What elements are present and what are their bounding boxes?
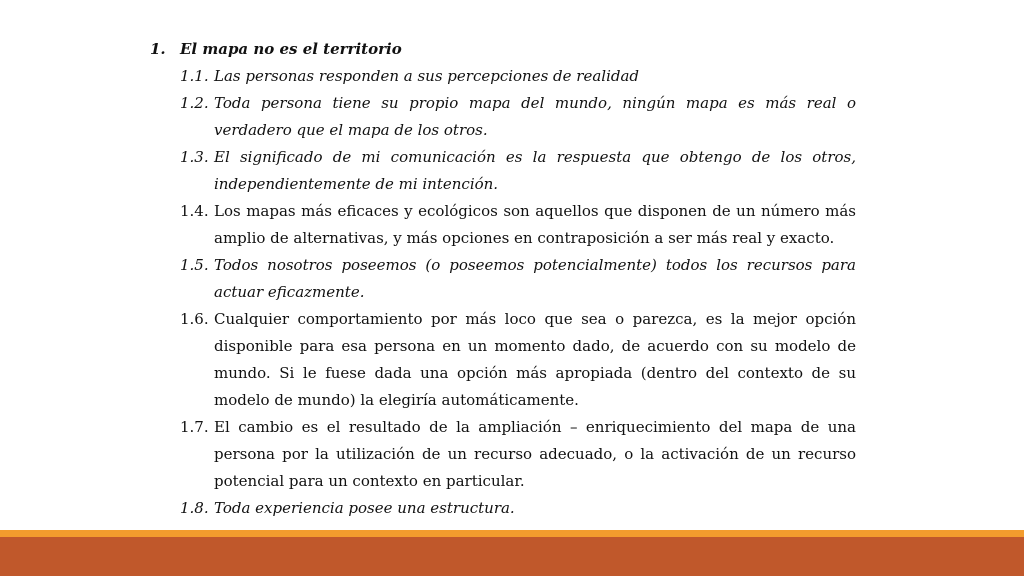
footer-bar xyxy=(0,537,1024,576)
section-heading xyxy=(150,36,856,63)
item-number: 1.3. xyxy=(180,148,209,166)
list-item xyxy=(150,90,856,144)
item-number: 1.2. xyxy=(180,94,209,112)
list-item xyxy=(150,306,856,414)
item-number: 1.4. xyxy=(180,202,209,220)
item-number: 1.5. xyxy=(180,256,209,274)
accent-stripe xyxy=(0,530,1024,537)
item-text: Todos nosotros poseemos (o poseemos potencialmente) todos los recursos para actuar eficazmente. xyxy=(214,256,856,301)
list-item xyxy=(150,63,856,90)
item-number: 1.7. xyxy=(180,418,209,436)
item-text: El significado de mi comunicación es la respuesta que obtengo de los otros, independientemente de mi intención. xyxy=(214,148,856,193)
list-item xyxy=(150,414,856,495)
heading-title: El mapa no es el territorio xyxy=(180,40,402,58)
item-text: Los mapas más eficaces y ecológicos son aquellos que disponen de un número más amplio de alternativas, y más opciones en contraposición a ser más real y exacto. xyxy=(214,202,856,247)
item-text: El cambio es el resultado de la ampliación – enriquecimiento del mapa de una persona por la utilización de un recurso adecuado, o la activación de un recurso potencial para un contexto en particular. xyxy=(214,418,856,490)
heading-number: 1. xyxy=(150,40,166,58)
item-text: Toda persona tiene su propio mapa del mundo, ningún mapa es más real o verdadero que el mapa de los otros. xyxy=(214,94,856,139)
item-number: 1.1. xyxy=(180,67,209,85)
list-item xyxy=(150,198,856,252)
document-body xyxy=(150,36,856,522)
item-text: Las personas responden a sus percepciones de realidad xyxy=(214,67,640,85)
item-number: 1.6. xyxy=(180,310,209,328)
list-item xyxy=(150,495,856,522)
item-text: Cualquier comportamiento por más loco que sea o parezca, es la mejor opción disponible para esa persona en un momento dado, de acuerdo con su modelo de mundo. Si le fuese dada una opción más apropiada (dentro del contexto de su modelo de mundo) la elegiría automáticamente. xyxy=(214,310,856,409)
item-number: 1.8. xyxy=(180,499,209,517)
list-item xyxy=(150,144,856,198)
list-item xyxy=(150,252,856,306)
item-text: Toda experiencia posee una estructura. xyxy=(214,499,515,517)
